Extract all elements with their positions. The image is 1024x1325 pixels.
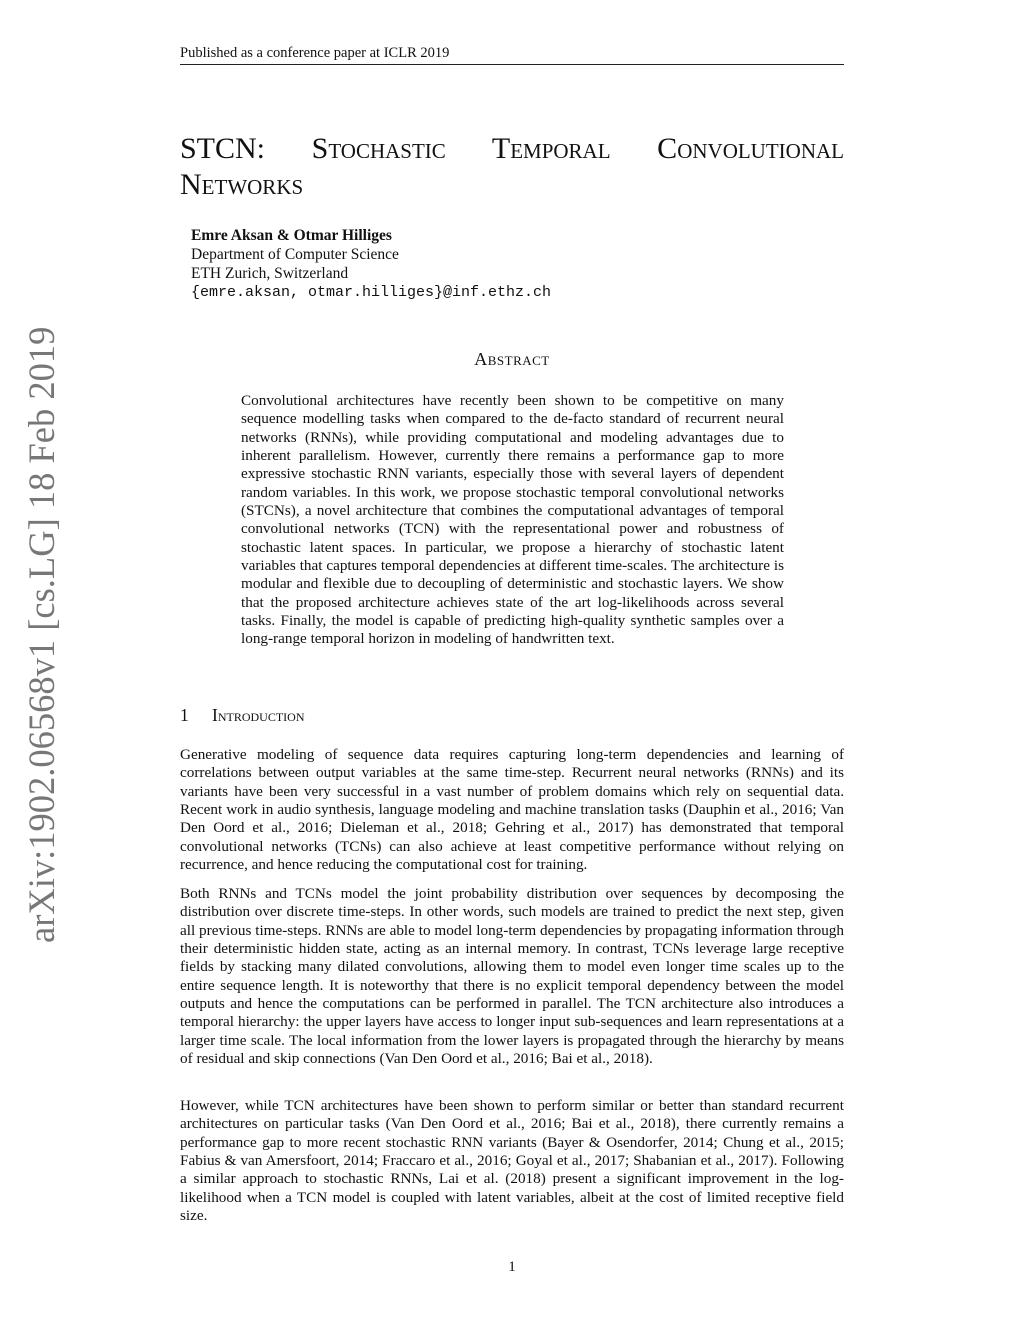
author-names: Emre Aksan & Otmar Hilliges: [191, 227, 392, 244]
abstract-heading: Abstract: [474, 349, 550, 369]
author-institution: ETH Zurich, Switzerland: [191, 265, 349, 282]
running-header: Published as a conference paper at ICLR 2019: [180, 45, 450, 61]
arxiv-identifier: arXiv:1902.06568v1 [cs.LG] 18 Feb 2019: [21, 326, 62, 943]
section-heading: [180, 704, 844, 726]
section-number: 1: [180, 705, 189, 725]
section-title: Introduction: [212, 705, 305, 725]
author-email: {emre.aksan, otmar.hilliges}@inf.ethz.ch: [191, 284, 552, 301]
page-number: 1: [508, 1259, 516, 1275]
paper-title-line-2: Networks: [180, 168, 304, 201]
author-department: Department of Computer Science: [191, 246, 399, 263]
abstract-text: Convolutional architectures have recently been shown to be competitive on many sequence modelling tasks when compared to the de-facto standard of recurrent neural networks (RNNs), while providing computational and modeling advantages due to inherent parallelism. However, currently there remains a performance gap to more expressive stochastic RNN variants, especially those with several layers of dependent random variables. In this work, we propose stochastic temporal convolutional networks (STCNs), a novel architecture that combines the computational advantages of temporal convolutional networks (TCN) with the representational power and robustness of stochastic latent spaces. In particular, we propose a hierarchy of stochastic latent variables that captures temporal dependencies at different time-scales. The architecture is modular and flexible due to decoupling of deterministic and stochastic layers. We show that the proposed architecture achieves state of the art log-likelihoods across several tasks. Finally, the model is capable of predicting high-quality synthetic samples over a long-range temporal horizon in modeling of handwritten text.: [241, 392, 784, 648]
header-rule: [180, 64, 844, 65]
author-block: [191, 226, 831, 302]
intro-paragraph-1: Generative modeling of sequence data requires capturing long-term dependencies and learning of correlations between output variables at the same time-step. Recurrent neural networks (RNNs) and its variants have been very successful in a vast number of problem domains which rely on sequential data. Recent work in audio synthesis, language modeling and machine translation tasks (Dauphin et al., 2016; Van Den Oord et al., 2016; Dieleman et al., 2018; Gehring et al., 2017) has demonstrated that temporal convolutional networks (TCNs) can also achieve at least competitive performance without relying on recurrence, and hence reducing the computational cost for training.: [180, 746, 844, 874]
paper-title-line-1: STCN: Stochastic Temporal Convolutional: [180, 132, 844, 165]
intro-paragraph-2: Both RNNs and TCNs model the joint probability distribution over sequences by decomposing the distribution over discrete time-steps. In other words, such models are trained to predict the next step, given all previous time-steps. RNNs are able to model long-term dependencies by propagating information through their deterministic hidden state, acting as an internal memory. In contrast, TCNs leverage large receptive fields by stacking many dilated convolutions, allowing them to model even longer time scales up to the entire sequence length. It is noteworthy that there is no explicit temporal dependency between the model outputs and hence the computations can be performed in parallel. The TCN architecture also introduces a temporal hierarchy: the upper layers have access to longer input sub-sequences and learn representations at a larger time scale. The local information from the lower layers is propagated through the hierarchy by means of residual and skip connections (Van Den Oord et al., 2016; Bai et al., 2018).: [180, 885, 844, 1068]
intro-paragraph-3: However, while TCN architectures have been shown to perform similar or better than standard recurrent architectures on particular tasks (Van Den Oord et al., 2016; Bai et al., 2018), there currently remains a performance gap to more recent stochastic RNN variants (Bayer & Osendorfer, 2014; Chung et al., 2015; Fabius & van Amersfoort, 2014; Fraccaro et al., 2016; Goyal et al., 2017; Shabanian et al., 2017). Following a similar approach to stochastic RNNs, Lai et al. (2018) present a significant improvement in the log-likelihood when a TCN model is coupled with latent variables, albeit at the cost of limited receptive field size.: [180, 1097, 844, 1225]
